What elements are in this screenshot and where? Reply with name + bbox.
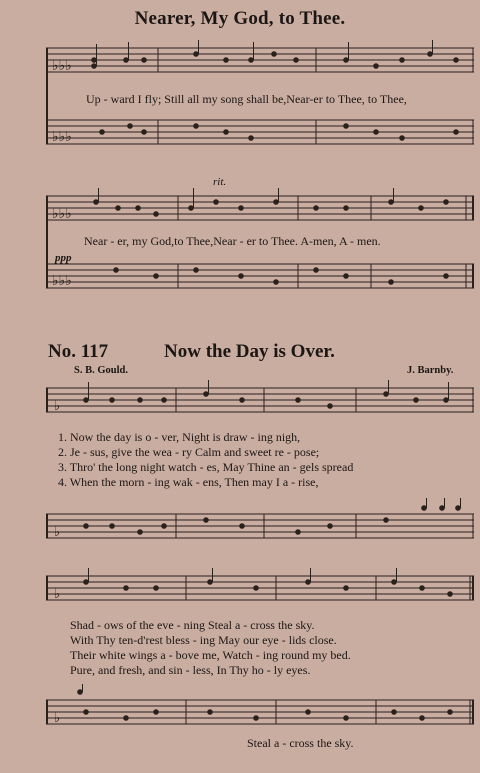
- verse-line-3b: Their white wings a - bove me, Watch - ing round my bed.: [70, 648, 351, 662]
- verse-line-3a: 3. Thro' the long night watch - es, May Thine an - gels spread: [58, 460, 354, 474]
- music-staff-treble-117b: [46, 568, 474, 612]
- svg-text:♭♭♭: ♭♭♭: [52, 206, 72, 222]
- composer-credit: J. Barnby.: [407, 365, 454, 376]
- music-staff-treble-117a: [46, 380, 474, 424]
- svg-text:♭: ♭: [54, 399, 61, 414]
- bass-lyrics-line: Steal a - cross the sky.: [247, 736, 354, 750]
- music-staff-bass-117a: [46, 498, 474, 552]
- lyrics-line-2: Near - er, my God,to Thee,Near - er to Thee. A-men, A - men.: [84, 234, 381, 248]
- verse-line-1b: Shad - ows of the eve - ning Steal a - cross the sky.: [70, 618, 315, 632]
- svg-text:♭♭♭: ♭♭♭: [52, 129, 72, 145]
- ritardando-mark: rit.: [213, 176, 227, 188]
- verse-line-4b: Pure, and fresh, and sin - less, In Thy ho - ly eyes.: [70, 663, 311, 677]
- svg-text:♭: ♭: [54, 711, 61, 726]
- hymn-number: No. 117: [48, 341, 109, 362]
- lyrics-line-1: Up - ward I fly; Still all my song shall be,Near-er to Thee, to Thee,: [86, 92, 407, 106]
- hymn-title-now-the-day: Now the Day is Over.: [164, 341, 335, 362]
- dynamic-marking: ppp: [55, 252, 72, 264]
- svg-text:♭♭♭: ♭♭♭: [52, 58, 72, 74]
- verse-line-2b: With Thy ten-d'rest bless - ing May our eye - lids close.: [70, 633, 337, 647]
- svg-text:♭: ♭: [54, 587, 61, 602]
- svg-text:♭: ♭: [54, 525, 61, 540]
- verse-line-2a: 2. Je - sus, give the wea - ry Calm and sweet re - pose;: [58, 445, 320, 459]
- author-credit: S. B. Gould.: [74, 365, 128, 376]
- music-staff-bass-117b: [46, 684, 474, 736]
- verse-line-1a: 1. Now the day is o - ver, Night is draw - ing nigh,: [58, 430, 301, 444]
- hymn-title-nearer-my-god: Nearer, My God, to Thee.: [134, 8, 346, 29]
- verse-line-4a: 4. When the morn - ing wak - ens, Then may I a - rise,: [58, 475, 319, 489]
- svg-text:♭♭♭: ♭♭♭: [52, 273, 72, 289]
